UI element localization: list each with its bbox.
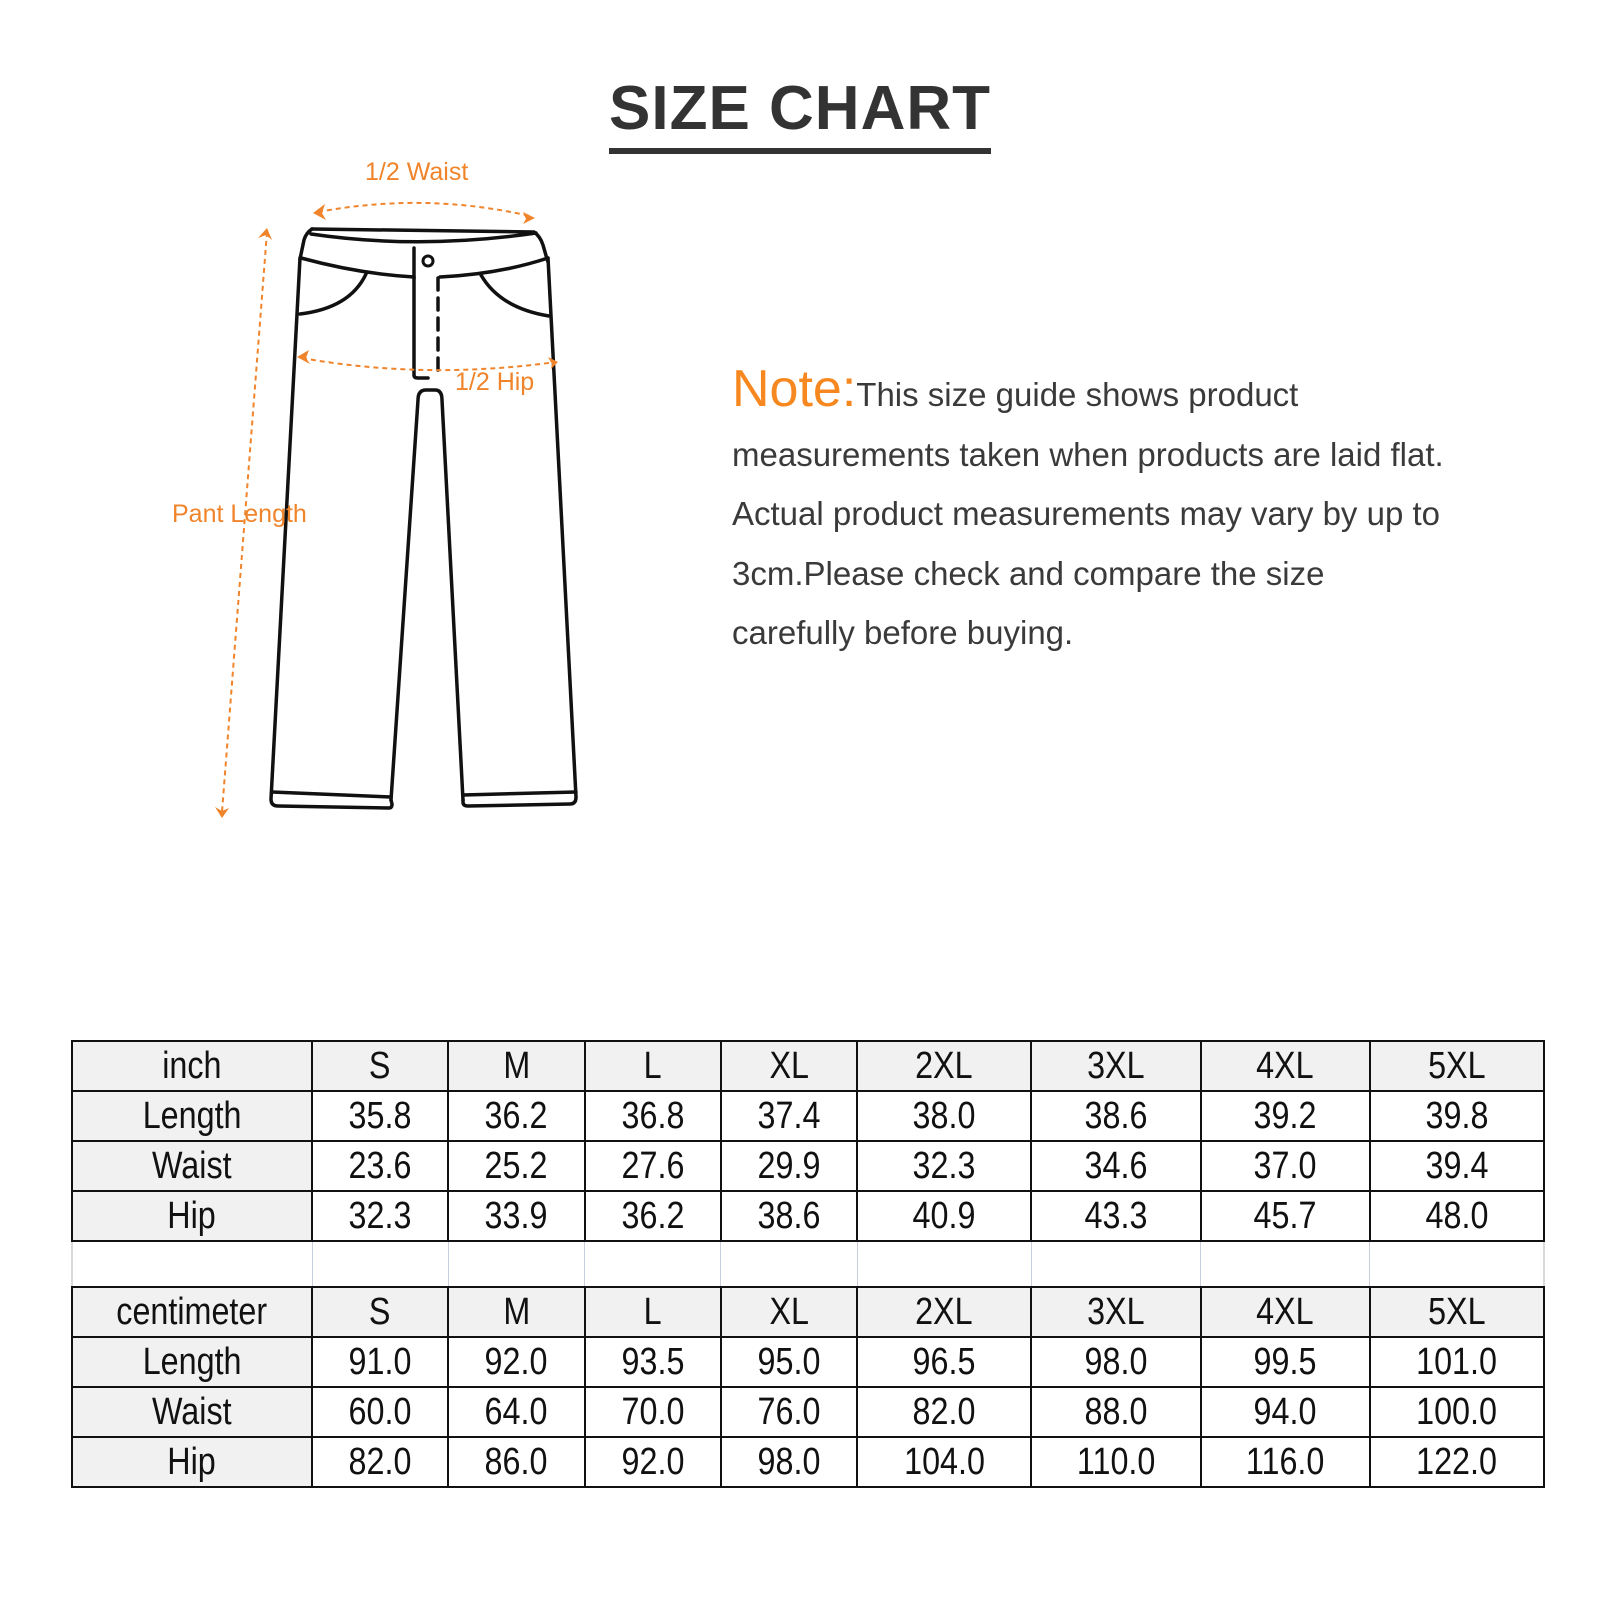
table-cell: 40.9 xyxy=(857,1191,1031,1241)
table-cell: 43.3 xyxy=(1031,1191,1200,1241)
table-cell: 92.0 xyxy=(585,1437,721,1487)
table-cell: 27.6 xyxy=(585,1141,721,1191)
table-cell: 25.2 xyxy=(448,1141,584,1191)
table-cell: 86.0 xyxy=(448,1437,584,1487)
table-cell: 36.8 xyxy=(585,1091,721,1141)
pants-outline-icon xyxy=(150,150,600,830)
table-cell: 37.0 xyxy=(1201,1141,1370,1191)
table-cell: 48.0 xyxy=(1370,1191,1544,1241)
table-cell: 70.0 xyxy=(585,1387,721,1437)
note-text-rest: measurements taken when products are laid flat. Actual product measurements may vary by up to 3cm.Please check and compare the size carefully before buying. xyxy=(732,435,1444,651)
table-cell: 104.0 xyxy=(857,1437,1031,1487)
table-cell: 110.0 xyxy=(1031,1437,1200,1487)
table-cell: 116.0 xyxy=(1201,1437,1370,1487)
table-cell: 94.0 xyxy=(1201,1387,1370,1437)
table-row xyxy=(72,1191,1544,1241)
centimeter-header-row xyxy=(72,1287,1544,1337)
size-table xyxy=(71,1040,1545,1488)
table-cell: 91.0 xyxy=(312,1337,448,1387)
table-cell: 60.0 xyxy=(312,1387,448,1437)
note-paragraph xyxy=(732,360,1452,663)
table-row xyxy=(72,1141,1544,1191)
size-header: 3XL xyxy=(1031,1041,1200,1091)
inch-header-row xyxy=(72,1041,1544,1091)
row-label: Waist xyxy=(72,1387,312,1437)
size-header: 2XL xyxy=(857,1287,1031,1337)
table-cell: 98.0 xyxy=(721,1437,857,1487)
table-cell: 100.0 xyxy=(1370,1387,1544,1437)
table-cell: 99.5 xyxy=(1201,1337,1370,1387)
table-cell: 38.0 xyxy=(857,1091,1031,1141)
size-header: 5XL xyxy=(1370,1041,1544,1091)
size-header: M xyxy=(448,1287,584,1337)
pant-length-label: Pant Length xyxy=(172,500,307,528)
table-cell: 38.6 xyxy=(1031,1091,1200,1141)
size-header: S xyxy=(312,1041,448,1091)
table-cell: 32.3 xyxy=(312,1191,448,1241)
size-header: 2XL xyxy=(857,1041,1031,1091)
table-cell: 35.8 xyxy=(312,1091,448,1141)
table-cell: 95.0 xyxy=(721,1337,857,1387)
table-row xyxy=(72,1337,1544,1387)
page-title xyxy=(0,74,1600,154)
table-cell: 82.0 xyxy=(312,1437,448,1487)
table-cell: 32.3 xyxy=(857,1141,1031,1191)
table-cell: 96.5 xyxy=(857,1337,1031,1387)
table-cell: 29.9 xyxy=(721,1141,857,1191)
table-cell: 33.9 xyxy=(448,1191,584,1241)
table-cell: 39.8 xyxy=(1370,1091,1544,1141)
table-cell: 38.6 xyxy=(721,1191,857,1241)
unit-centimeter: centimeter xyxy=(72,1287,312,1337)
table-cell: 76.0 xyxy=(721,1387,857,1437)
size-header: 4XL xyxy=(1201,1287,1370,1337)
table-cell: 92.0 xyxy=(448,1337,584,1387)
table-cell: 37.4 xyxy=(721,1091,857,1141)
row-label: Length xyxy=(72,1091,312,1141)
note-label: Note: xyxy=(732,360,857,418)
half-waist-label: 1/2 Waist xyxy=(365,158,469,186)
size-header: L xyxy=(585,1041,721,1091)
unit-inch: inch xyxy=(72,1041,312,1091)
table-row xyxy=(72,1437,1544,1487)
table-cell: 36.2 xyxy=(585,1191,721,1241)
row-label: Hip xyxy=(72,1437,312,1487)
size-header: 5XL xyxy=(1370,1287,1544,1337)
table-cell: 36.2 xyxy=(448,1091,584,1141)
table-row xyxy=(72,1387,1544,1437)
size-chart-heading: SIZE CHART xyxy=(609,74,991,154)
table-cell: 93.5 xyxy=(585,1337,721,1387)
spacer-row xyxy=(72,1241,1544,1287)
table-cell: 82.0 xyxy=(857,1387,1031,1437)
table-cell: 45.7 xyxy=(1201,1191,1370,1241)
table-cell: 64.0 xyxy=(448,1387,584,1437)
table-cell: 88.0 xyxy=(1031,1387,1200,1437)
table-row xyxy=(72,1091,1544,1141)
table-cell: 39.4 xyxy=(1370,1141,1544,1191)
size-header: M xyxy=(448,1041,584,1091)
table-cell: 39.2 xyxy=(1201,1091,1370,1141)
size-header: S xyxy=(312,1287,448,1337)
size-header: XL xyxy=(721,1041,857,1091)
pants-diagram xyxy=(150,150,600,830)
table-cell: 122.0 xyxy=(1370,1437,1544,1487)
table-cell: 101.0 xyxy=(1370,1337,1544,1387)
size-header: 3XL xyxy=(1031,1287,1200,1337)
row-label: Length xyxy=(72,1337,312,1387)
half-hip-label: 1/2 Hip xyxy=(455,368,535,396)
size-header: L xyxy=(585,1287,721,1337)
row-label: Waist xyxy=(72,1141,312,1191)
table-cell: 34.6 xyxy=(1031,1141,1200,1191)
size-header: 4XL xyxy=(1201,1041,1370,1091)
size-header: XL xyxy=(721,1287,857,1337)
note-text-first: This size guide shows product xyxy=(856,376,1299,413)
table-cell: 23.6 xyxy=(312,1141,448,1191)
row-label: Hip xyxy=(72,1191,312,1241)
table-cell: 98.0 xyxy=(1031,1337,1200,1387)
